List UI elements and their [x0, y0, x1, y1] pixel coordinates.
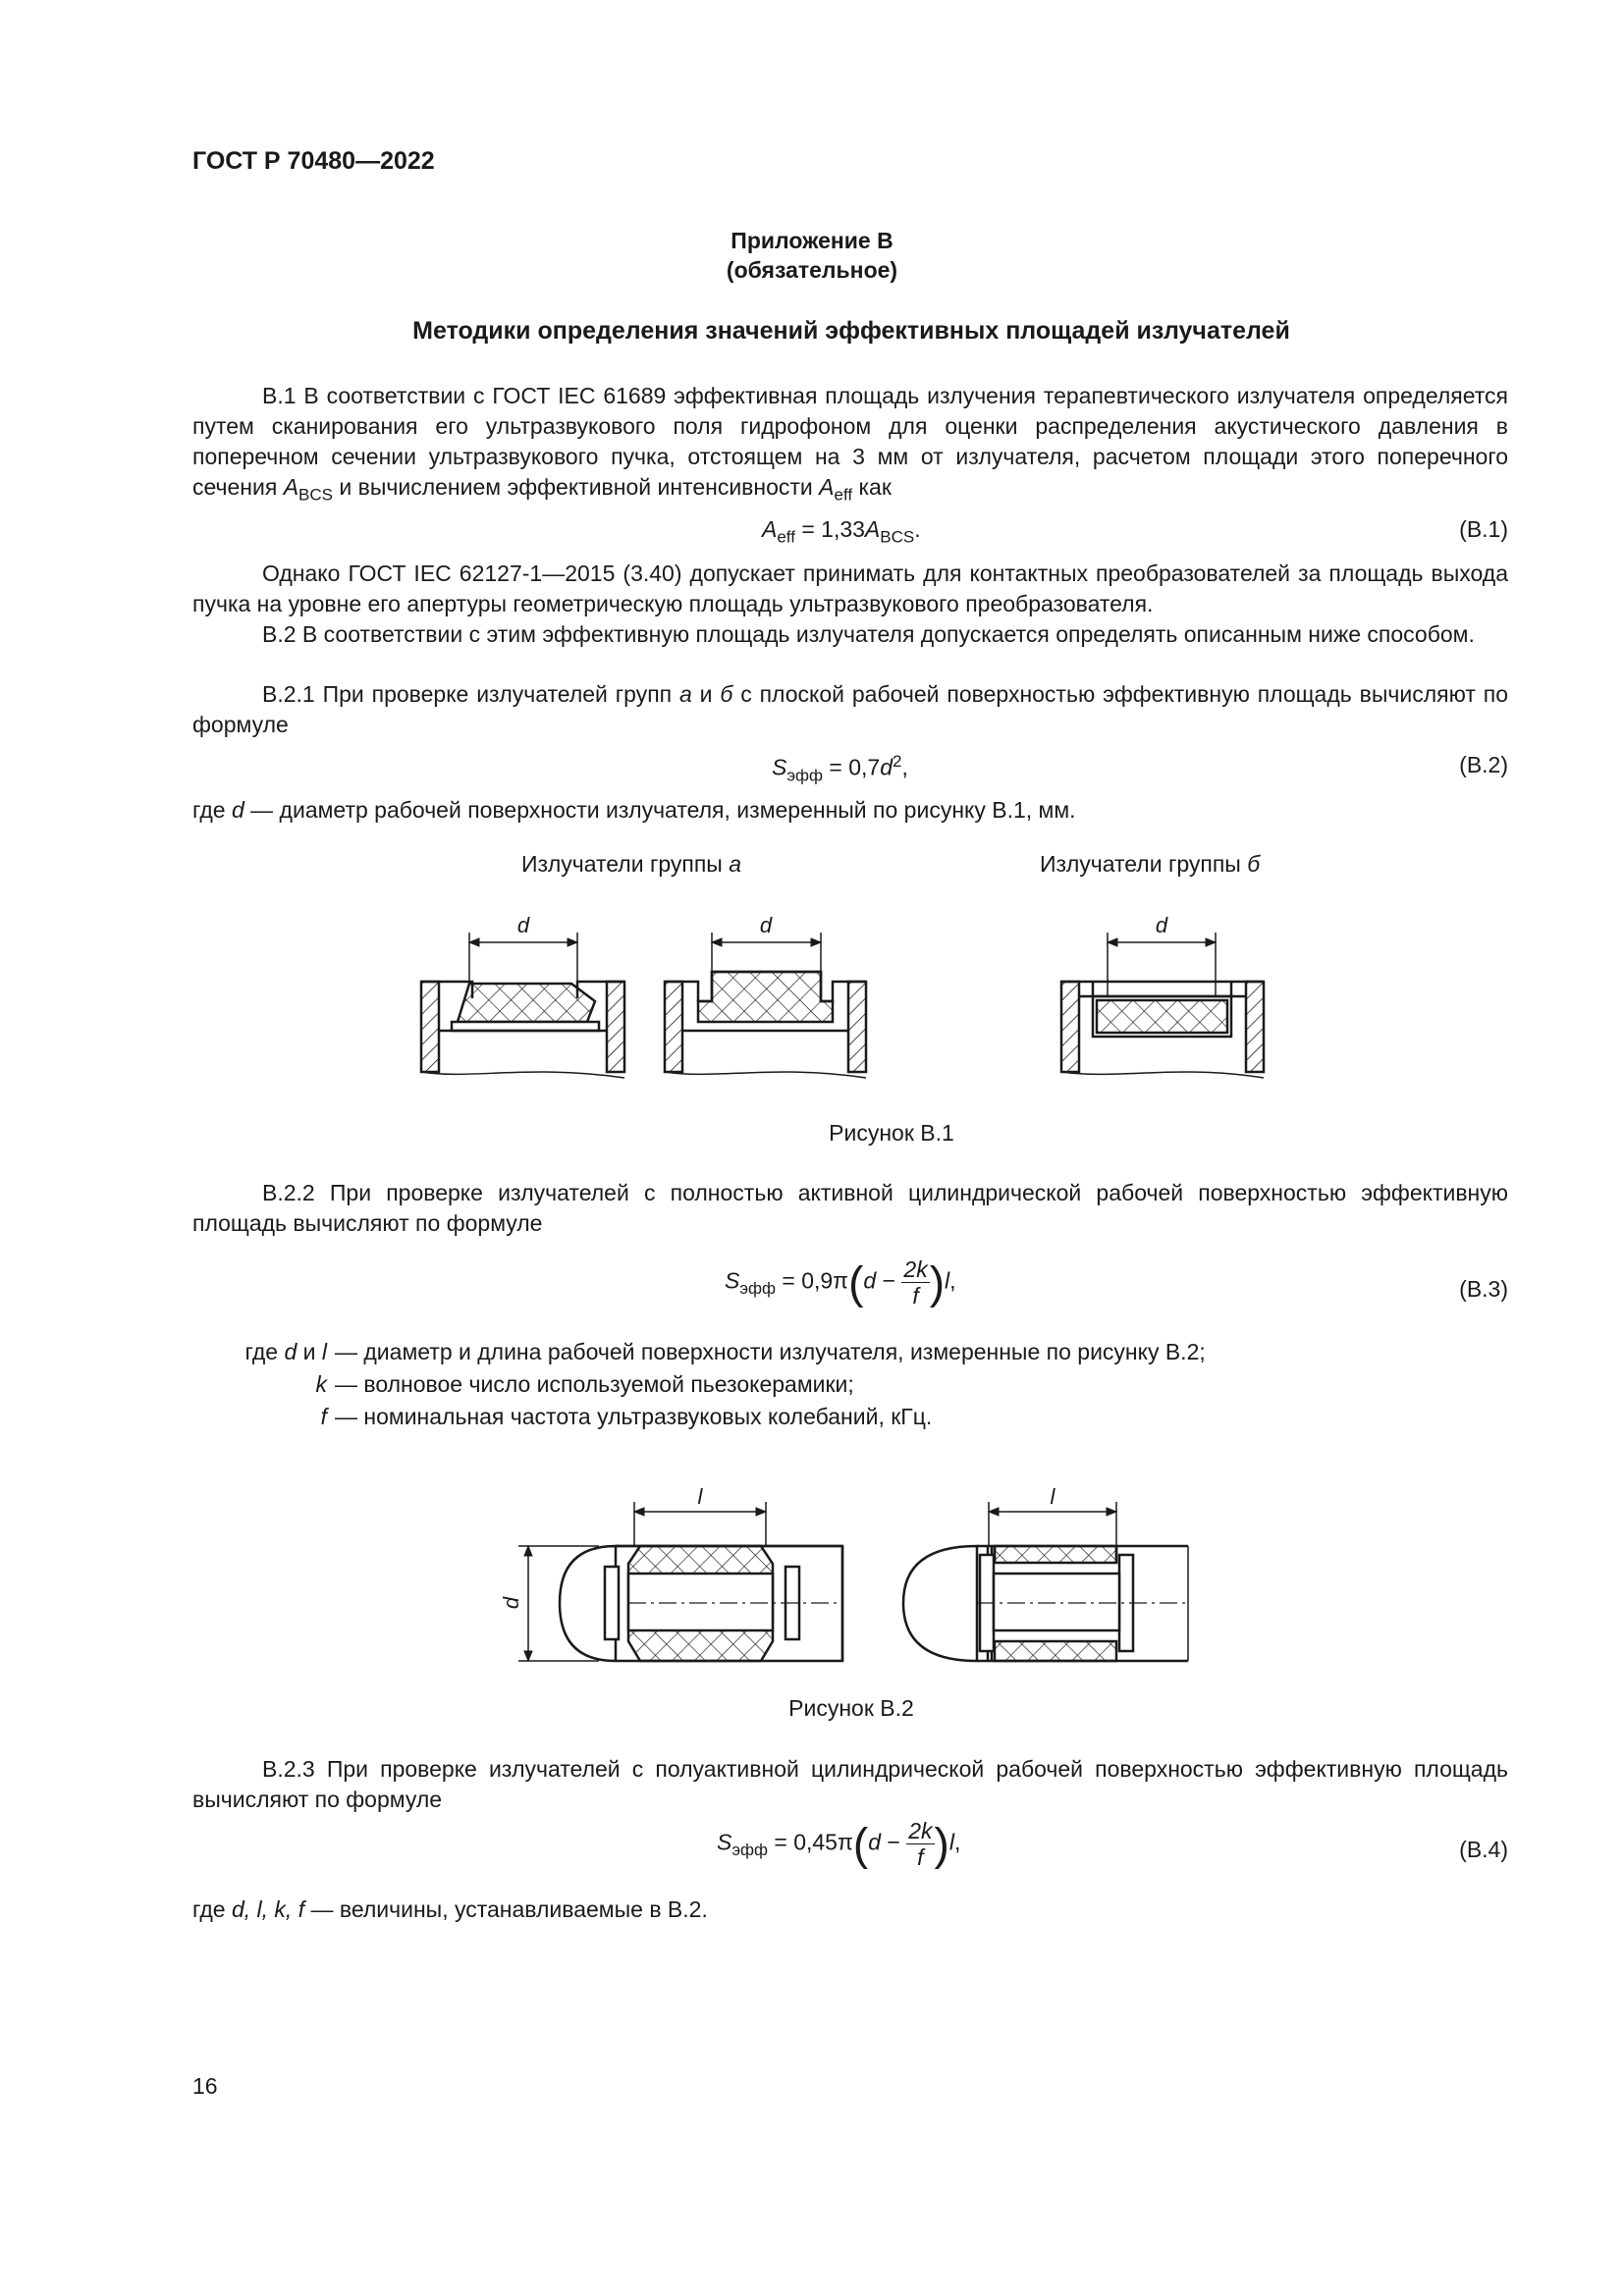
paragraph-b23: В.2.3 При проверке излучателей с полуактивной цилиндрической рабочей поверхностью эффективную площадь вычисляют по формуле — [192, 1756, 1508, 1812]
appendix-label: Приложение В — [731, 228, 893, 253]
fig2-dim-l1: l — [697, 1484, 703, 1509]
where-b2: где d — диаметр рабочей поверхности излучателя, измеренный по рисунку В.1, мм. — [192, 797, 1076, 823]
formula-b4: $S_{эфф} = 0,45\pi(d$ − $\frac{2k}{f}$ )l, — [717, 1818, 961, 1870]
fig2-dim-d: d — [499, 1596, 523, 1610]
formula-b3-number: (В.3) — [1459, 1276, 1508, 1302]
appendix-status: (обязательное) — [726, 257, 898, 283]
figure-b2-drawing — [518, 1502, 1188, 1661]
figure-b1-caption: Рисунок В.1 — [829, 1120, 954, 1146]
paragraph-however: Однако ГОСТ IEC 62127-1—2015 (3.40) допускает принимать для контактных преобразователей за площадь выхода пучка на уровне его апертуры геометрическую площадь ультразвукового преобразователя. — [192, 561, 1508, 616]
formula-b4-number: (В.4) — [1459, 1837, 1508, 1862]
formula-b2-number: (В.2) — [1459, 752, 1508, 777]
figure-b2-caption: Рисунок В.2 — [788, 1695, 914, 1721]
fig1-group-a-label: Излучатели группы а — [521, 851, 742, 877]
formula-b1-number: (В.1) — [1459, 516, 1508, 542]
formula-b3: $S_{эфф} = 0,9\pi(d$ − $\frac{2k}{f}$ )l, — [725, 1256, 956, 1308]
section-title: Методики определения значений эффективных площадей излучателей — [412, 317, 1290, 345]
paragraph-b21: В.2.1 При проверке излучателей групп а и б с плоской рабочей поверхностью эффективную площадь вычисляют по формуле — [192, 681, 1508, 737]
gloss-row-d-l: где d и l — диаметр и длина рабочей поверхности излучателя, измеренные по рисунку В.2; — [244, 1339, 1206, 1364]
fig2-dim-l2: l — [1050, 1484, 1056, 1509]
paragraph-b22: В.2.2 При проверке излучателей с полностью активной цилиндрической рабочей поверхностью эффективную площадь вычисляют по формуле — [192, 1180, 1508, 1236]
fig1-dim-b: d — [1155, 913, 1168, 937]
emitter-b — [1061, 933, 1264, 1078]
document-number: ГОСТ Р 70480—2022 — [192, 147, 435, 175]
paragraph-b1: В.1 В соответствии с ГОСТ IEC 61689 эффективная площадь излучения терапевтического излучателя определяется путем сканирования его ультразвукового поля гидрофоном для оценки распределения акустического давления в поперечном сечении ультразвукового пучка, отстоящем на 3 мм от излучателя, расчетом площади этого поперечного сечения $A_{BCS}$ и вычислением эффективной интенсивности $A_{eff}$ как — [192, 383, 1508, 505]
cylinder-full — [518, 1502, 842, 1661]
fig1-dim-a1: d — [516, 913, 530, 937]
formula-b2: $S_{эфф} = 0,7d^2$, — [772, 752, 908, 785]
fig1-dim-a2: d — [759, 913, 773, 937]
emitter-a2 — [665, 933, 866, 1078]
gloss-row-f: f — номинальная частота ультразвуковых колебаний, кГц. — [320, 1404, 933, 1429]
gloss-row-k: k — волновое число используемой пьезокерамики; — [315, 1371, 854, 1397]
page-number: 16 — [192, 2073, 218, 2099]
cylinder-half — [903, 1502, 1188, 1661]
formula-b1: $A_{eff} = 1,33A_{BCS}$. — [762, 516, 921, 547]
paragraph-b2: В.2 В соответствии с этим эффективную площадь излучателя допускается определять описанным ниже способом. — [262, 621, 1475, 647]
fig1-group-b-label: Излучатели группы б — [1040, 851, 1261, 877]
where-b4: где d, l, k, f — величины, устанавливаемые в В.2. — [192, 1896, 708, 1922]
emitter-a1 — [421, 933, 624, 1078]
